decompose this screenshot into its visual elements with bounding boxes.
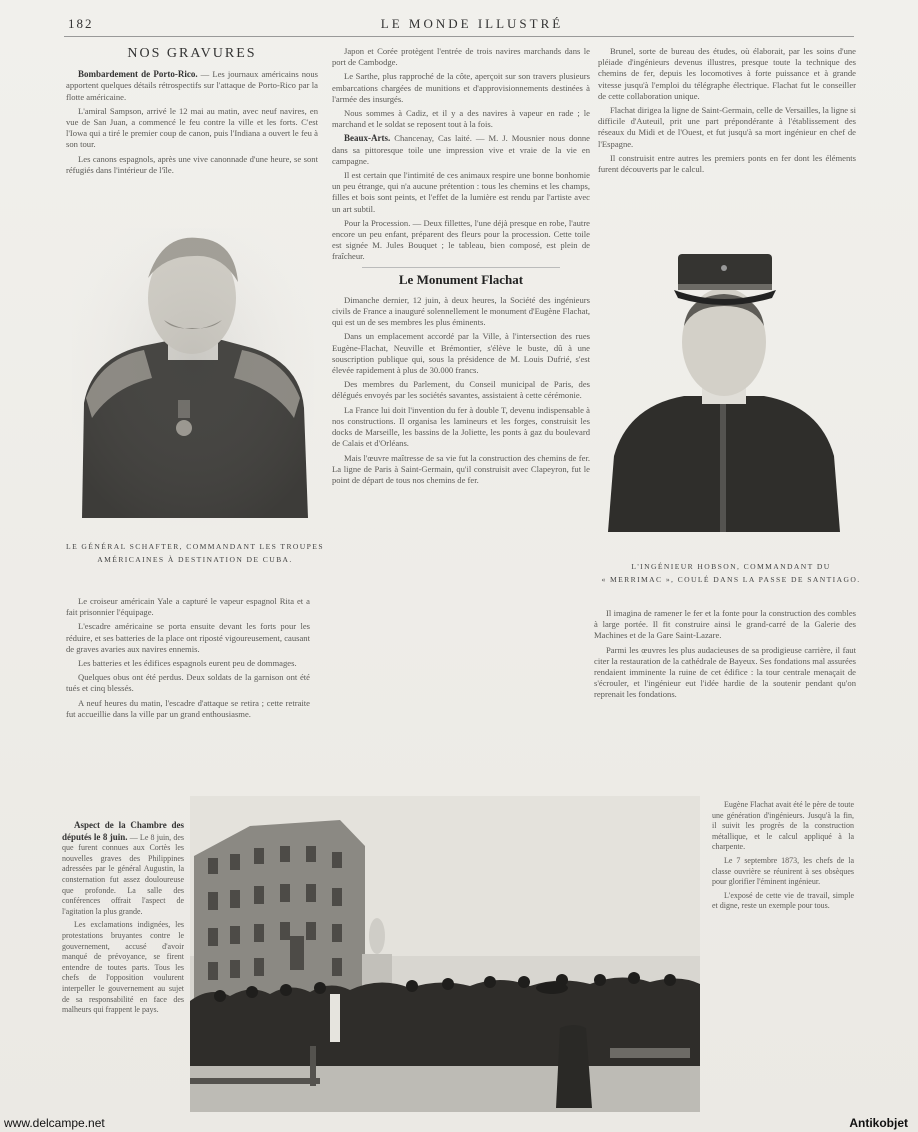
article-paragraph: Quelques obus ont été perdus. Deux soldats de la garnison ont été tués et cinq blessés. bbox=[66, 672, 310, 694]
article-paragraph: Le croiseur américain Yale a capturé le vapeur espagnol Rita et a fait prisonnier l'équipage. bbox=[66, 596, 310, 618]
left-column-top bbox=[66, 48, 318, 179]
center-column bbox=[332, 46, 590, 489]
article-paragraph: Il est certain que l'intimité de ces animaux respire une bonne bonhomie un peu étrange, qui n'a aucune prétention : tous les chemins et les champs, filles et bois sont peints, et l'effet de la lumière est rendu par l'artiste avec un art subtil. bbox=[332, 170, 590, 214]
article-paragraph: Des membres du Parlement, du Conseil municipal de Paris, des délégués envoyés par les sociétés savantes, assistaient à cette cérémonie. bbox=[332, 379, 590, 401]
article-paragraph: A neuf heures du matin, l'escadre d'attaque se retira ; cette retraite fut accueillie dans la ville par un grand enthousiasme. bbox=[66, 697, 310, 719]
footer-source: www.delcampe.net bbox=[4, 1116, 105, 1130]
subhead-porto-rico: Bombardement de Porto-Rico. bbox=[78, 69, 198, 80]
article-paragraph: Beaux-Arts. Chancenay, Cas laité. — M. J. Mousnier nous donne dans sa pittoresque toile une impression vive et vraie de la vie en campagne. bbox=[332, 133, 590, 166]
portrait-hobson bbox=[604, 246, 844, 536]
article-paragraph: Flachat dirigea la ligne de Saint-Germain, celle de Versailles, la ligne si difficile d'Auteuil, prit une part prépondérante à l'établissement des réseaux du Midi et de l'Ouest, et fut jusqu'à sa mort ingénieur en chef de l'Espagne. bbox=[598, 105, 856, 149]
page-number: 182 bbox=[68, 16, 94, 31]
magazine-title: LE MONDE ILLUSTRÉ bbox=[380, 16, 564, 31]
article-paragraph: Il construisit entre autres les premiers ponts en fer dont les éléments furent découverts par le calcul. bbox=[598, 152, 856, 175]
article-paragraph: Les canons espagnols, après une vive canonnade d'une heure, se sont réfugiés dans l'intérieur de l'île. bbox=[66, 153, 318, 175]
article-paragraph: Le 7 septembre 1873, les chefs de la classe ouvrière se réunirent à ses obsèques pour glorifier l'éminent ingénieur. bbox=[712, 855, 854, 887]
article-paragraph: Japon et Corée protègent l'entrée de trois navires marchands dans le port de Cambodge. bbox=[332, 46, 590, 68]
photo-monument-flachat bbox=[190, 796, 700, 1112]
article-title-flachat: Le Monument Flachat bbox=[398, 271, 524, 287]
article-paragraph: Pour la Procession. — Deux fillettes, l'une déjà presque en robe, l'autre encore un peu enfant, préparent des fleurs pour la procession. Cette toile est signée M. Jules Bouquet ; le tableau, bien composé, est plein de fraîcheur. bbox=[332, 217, 590, 262]
article-paragraph: L'escadre américaine se porta ensuite devant les forts pour les réduire, et ses batteries de la place ont riposté vigoureusement, causant de graves avaries aux navires ennemis. bbox=[66, 621, 310, 654]
article-paragraph: Eugène Flachat avait été le père de toute une génération d'ingénieurs. Jusqu'à la fin, il suivit les progrès de la construction métallique, et le calcul appliqué à la charpente. bbox=[712, 800, 854, 852]
left-column-narrow bbox=[62, 820, 184, 1019]
subhead-beaux-arts: Beaux-Arts. bbox=[344, 133, 391, 144]
left-column-bottom bbox=[66, 596, 310, 723]
header-rule bbox=[64, 36, 854, 37]
subhead-chambre: Aspect de la Chambre des députés le 8 juin. bbox=[62, 820, 184, 842]
article-paragraph: Parmi les œuvres les plus audacieuses de sa prodigieuse carrière, il faut citer la restauration de la cathédrale de Bayeux. Ses fondations mal assurées rendaient imminente la ruine de cet édifice : la tour centrale menaçait de s'écrouler, et l'ingénieur eut l'idée hardie de la soutenir pendant qu'on reprenait les fondations. bbox=[594, 644, 856, 700]
article-paragraph: Le Sarthe, plus rapproché de la côte, aperçoit sur son travers plusieurs embarcations chargées de munitions et d'approvisionnements destinées à l'armée des insurgés. bbox=[332, 71, 590, 104]
caption-hobson: L'INGÉNIEUR HOBSON, COMMANDANT DU « MERRIMAC », COULÉ DANS LA PASSE DE SANTIAGO. bbox=[601, 562, 861, 584]
article-paragraph: Brunel, sorte de bureau des études, où élaborait, par les soins d'une pléiade d'ingénieurs devenus illustres, presque toute la technique des chemins de fer, depuis les locomotives à forte puissance et à grande vitesse jusqu'à l'emploi du télégraphe électrique. Flachat fut le conseiller de cette collaboration unique. bbox=[598, 46, 856, 101]
section-divider bbox=[362, 267, 560, 268]
article-paragraph: Bombardement de Porto-Rico. — Les journaux américains nous apportent quelques détails rétrospectifs sur l'attaque de Porto-Rico par la flotte américaine. bbox=[66, 69, 318, 102]
article-paragraph: La France lui doit l'invention du fer à double T, devenu indispensable à nos constructions. Il organisa les lamineurs et les forges, construisit les docks de Marseille, les bassins de la Joliette, les ponts à gaz du boulevard de Calais et d'Orléans. bbox=[332, 404, 590, 449]
right-column-narrow bbox=[712, 800, 854, 915]
footer-watermark: Antikobjet bbox=[849, 1116, 908, 1130]
right-column-top bbox=[598, 46, 856, 178]
article-paragraph: Aspect de la Chambre des députés le 8 juin. — Le 8 juin, des que furent connues aux Cortès les nouvelles graves des Philippines adressées par le général Augustin, la consternation fut assez douloureuse que profonde. La salle des conférences offrait l'aspect de l'agitation la plus grande. bbox=[62, 820, 185, 916]
article-paragraph: Nous sommes à Cadiz, et il y a des navires à vapeur en rade ; le marchand et le soldat se reposent tout à la fois. bbox=[332, 108, 590, 130]
article-paragraph: L'exposé de cette vie de travail, simple et digne, reste un exemple pour tous. bbox=[712, 890, 854, 911]
section-title: NOS GRAVURES bbox=[127, 46, 257, 61]
article-paragraph: L'amiral Sampson, arrivé le 12 mai au matin, avec neuf navires, en vue de San Juan, a commencé le feu contre la ville et les forts. C'est l'Iowa qui a tiré le premier coup de canon, puis l'Indiana a ouvert le feu à son tour. bbox=[66, 105, 318, 150]
article-paragraph: Il imagina de ramener le fer et la fonte pour la construction des combles à large portée. Il fit construire ainsi le grand-carré de la Galerie des Machines et de la Gare Saint-Lazare. bbox=[594, 608, 856, 641]
caption-schafter: LE GÉNÉRAL SCHAFTER, COMMANDANT LES TROUPES AMÉRICAINES À DESTINATION DE CUBA. bbox=[66, 542, 324, 564]
article-paragraph: Les batteries et les édifices espagnols eurent peu de dommages. bbox=[78, 658, 297, 669]
article-paragraph: Mais l'œuvre maîtresse de sa vie fut la construction des chemins de fer. La ligne de Paris à Saint-Germain, qu'il construisit avec Clapeyron, fut le point de départ de tous nos chemins de fer. bbox=[332, 452, 590, 485]
right-column-bottom bbox=[594, 608, 856, 704]
article-paragraph: Dans un emplacement accordé par la Ville, à l'intersection des rues Eugène-Flachat, Neuville et Brémontier, s'élève le buste, dû à une souscription publique qui, sous la présidence de M. Louis Dufrié, s'est élevée rapidement à plus de 30.000 francs. bbox=[332, 331, 590, 376]
portrait-general-schafter bbox=[72, 228, 314, 526]
article-paragraph: Dimanche dernier, 12 juin, à deux heures, la Société des ingénieurs civils de France a inauguré solennellement le monument d'Eugène Flachat, qui est un de ses membres les plus éminents. bbox=[332, 294, 590, 328]
article-paragraph: Les exclamations indignées, les protestations bruyantes contre le gouvernement, accusé d'avoir manqué de prévoyance, se firent entendre de toutes parts. Tous les chefs de l'opposition voulurent interpeller le gouvernement au sujet de sa responsabilité en face des malheurs qui frappent le pays. bbox=[62, 920, 184, 1015]
